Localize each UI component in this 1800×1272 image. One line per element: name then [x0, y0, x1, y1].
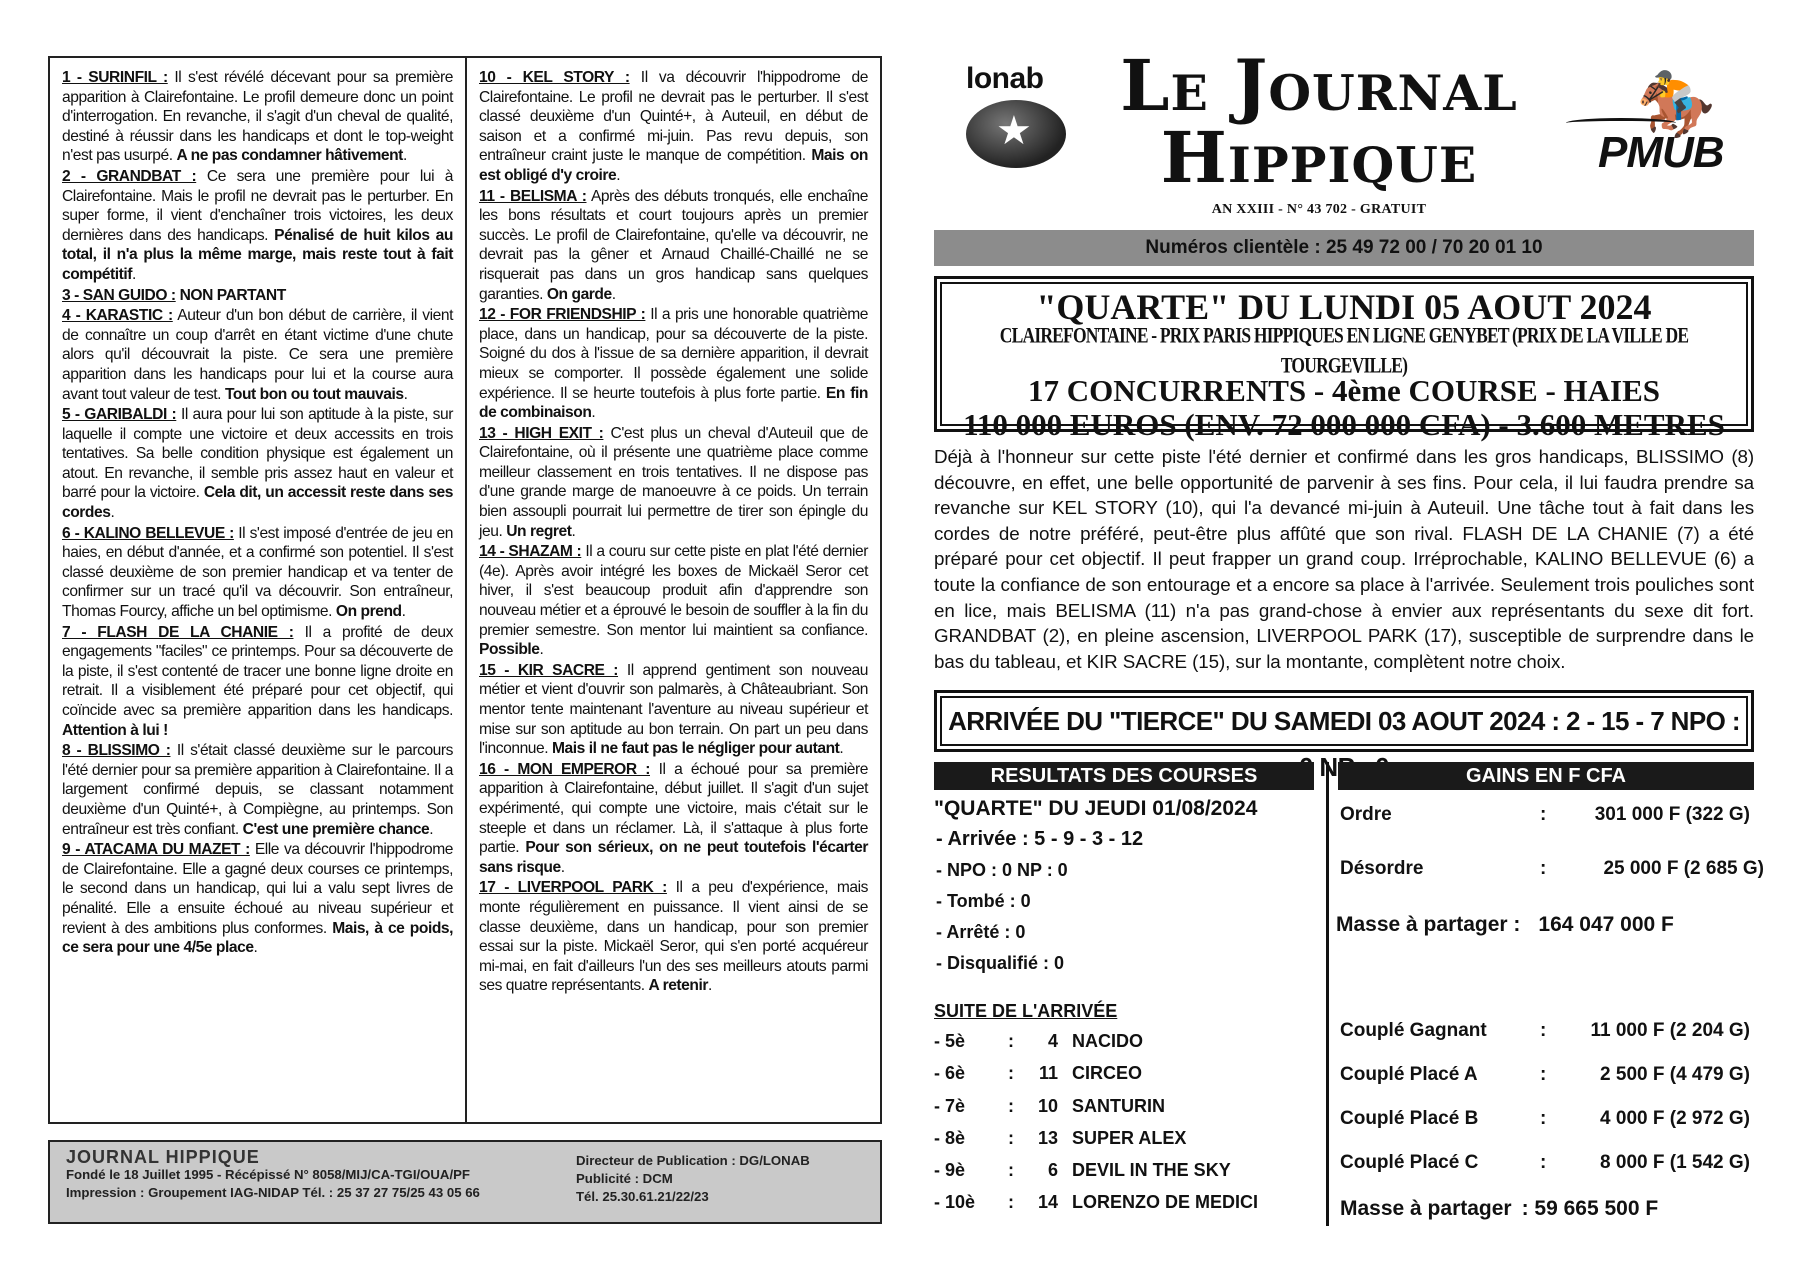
- lonab-logo: [962, 62, 1072, 172]
- horse-verdict: A retenir: [648, 977, 708, 995]
- suite-number: 6: [1047, 1160, 1058, 1181]
- horse-name: 10 - KEL STORY :: [479, 69, 630, 86]
- horse-verdict: En fin de combinaison: [479, 384, 869, 422]
- horse-comments-box: [48, 56, 882, 1124]
- quarte-prize-distance: 110 000 EUROS (ENV. 72 000 000 CFA) - 3.600 METRES: [963, 407, 1725, 442]
- suite-row: [934, 1186, 1319, 1218]
- suite-list: [934, 1025, 1319, 1219]
- horse-verdict: Pénalisé de huit kilos au total, il n'a plus la même marge, mais reste tout à fait compétitif: [62, 226, 453, 283]
- column-divider: [1326, 762, 1329, 1226]
- horse-name: 8 - BLISSIMO :: [62, 742, 171, 760]
- horse-verdict: NON PARTANT: [179, 286, 286, 304]
- gain-row-couple-gagnant: [1340, 1016, 1760, 1046]
- horse-text: Il a échoué pour sa première apparition à Clairefontaine, début juillet. Il s'agit d'un sujet expérimenté, qui compte une victoire, mais c'était sur le steeple et dans un réclamer. Là, il s'attaque à plus forte partie.: [479, 760, 868, 857]
- suite-horse-name: CIRCEO: [1072, 1063, 1143, 1084]
- horse-comment: [479, 305, 868, 423]
- gain-value: 2 500 F (4 479 G): [1600, 1064, 1750, 1085]
- horse-punct: .: [402, 147, 407, 165]
- swoosh-icon: [1566, 118, 1676, 128]
- gain-colon: :: [1540, 1020, 1547, 1041]
- footer-title: JOURNAL HIPPIQUE: [66, 1147, 260, 1167]
- suite-colon: :: [1008, 1095, 1014, 1116]
- results-title: "QUARTE" DU JEUDI 01/08/2024: [934, 797, 1258, 820]
- suite-row: [934, 1090, 1319, 1122]
- suite-colon: :: [1008, 1160, 1014, 1181]
- horse-verdict: Un regret: [506, 522, 572, 540]
- edition-info: AN XXIII - N° 43 702 - GRATUIT: [1211, 202, 1427, 217]
- horse-text: Il a profité de deux engagements "faciles" ce printemps. Pour sa découverte de la piste, il s'est contenté de tracer une bonne ligne droite en retrait. Il a visiblement été préparé pour cet objectif, qui coïncide avec sa première apparition dans les handicaps.: [62, 623, 453, 719]
- results-line: - Disqualifié : 0: [936, 953, 1065, 973]
- gains-header: GAINS EN F CFA: [1338, 762, 1754, 790]
- horse-punct: .: [839, 740, 844, 758]
- horse-comment: [62, 68, 453, 166]
- masse-label: Masse à partager: [1340, 1197, 1512, 1220]
- results-line: - Arrêté : 0: [936, 922, 1026, 942]
- suite-horse-name: DEVIL IN THE SKY: [1072, 1160, 1231, 1181]
- gain-label: Couplé Placé C: [1340, 1152, 1479, 1173]
- horse-name: 14 - SHAZAM :: [479, 543, 582, 561]
- gain-row-couple-place-a: [1340, 1060, 1760, 1090]
- horse-verdict: Possible: [479, 641, 540, 659]
- masthead-line-2: Hippique: [1160, 116, 1478, 199]
- footer-right: [576, 1152, 810, 1206]
- results-line: - Arrivée : 5 - 9 - 3 - 12: [936, 828, 1144, 850]
- horse-comment: [62, 741, 453, 839]
- horse-verdict: C'est une première chance: [242, 820, 430, 838]
- publication-footer: [48, 1140, 882, 1224]
- gain-row-desordre: [1340, 854, 1764, 884]
- horse-comment: [479, 760, 868, 878]
- horse-verdict: Mais on est obligé d'y croire: [479, 147, 868, 184]
- horse-verdict: On garde: [546, 285, 612, 303]
- suite-row: [934, 1025, 1319, 1057]
- horse-comment: [62, 286, 453, 306]
- horse-verdict: Tout bon ou tout mauvais: [224, 385, 404, 403]
- horse-name: 11 - BELISMA :: [479, 187, 587, 205]
- horse-verdict: A ne pas condamner hâtivement: [176, 147, 403, 165]
- quarte-race-info: 17 CONCURRENTS - 4ème COURSE - HAIES: [1027, 373, 1661, 408]
- horse-name: 17 - LIVERPOOL PARK :: [479, 879, 667, 897]
- horse-verdict: Pour son sérieux, on ne peut toutefois l'écarter sans risque: [479, 839, 868, 876]
- suite-colon: :: [1008, 1063, 1014, 1084]
- gain-value: 4 000 F (2 972 G): [1600, 1108, 1750, 1129]
- suite-number: 4: [1047, 1031, 1058, 1051]
- gain-row-couple-place-c: [1340, 1148, 1760, 1178]
- quarte-title: "QUARTE" DU LUNDI 05 AOUT 2024: [1036, 287, 1652, 327]
- gain-value: 25 000 F (2 685 G): [1603, 858, 1764, 879]
- horse-verdict: On prend: [335, 603, 402, 621]
- horse-name: 15 - KIR SACRE :: [479, 661, 619, 679]
- comments-column-left: [50, 58, 465, 1122]
- horse-comment: [479, 68, 868, 186]
- gain-colon: :: [1540, 858, 1547, 879]
- horse-verdict: Attention à lui !: [62, 721, 168, 739]
- horse-text: Il a couru sur cette piste en plat l'été dernier (4e). Après avoir intégré les boxes de Mickaël Seror cet hiver, il s'est beaucoup produit afin d'apprendre son nouveau métier et a éprouvé le besoin de souffler à la fin du premier semestre. Son mentor lui maintient sa confiance.: [479, 543, 868, 639]
- horse-name: 7 - FLASH DE LA CHANIE :: [62, 623, 294, 641]
- masthead-title: [1094, 44, 1544, 199]
- quarte-race-name: CLAIREFONTAINE - PRIX PARIS HIPPIQUES EN LIGNE GENYBET (PRIX DE LA VILLE DE TOURGEVILLE): [999, 322, 1689, 378]
- footer-printing: Impression : Groupement IAG-NIDAP Tél. : 25 37 27 75/25 43 05 66: [66, 1185, 480, 1200]
- gain-colon: :: [1540, 1064, 1547, 1085]
- results-column: [934, 794, 1319, 1219]
- gain-row-couple-place-b: [1340, 1104, 1760, 1134]
- star-icon: ★: [996, 109, 1032, 153]
- suite-rank: - 10è: [934, 1192, 976, 1213]
- suite-colon: :: [1008, 1127, 1014, 1148]
- suite-horse-name: SUPER ALEX: [1072, 1127, 1187, 1148]
- horse-comment: [479, 661, 868, 759]
- horse-name: 1 - SURINFIL :: [62, 69, 168, 86]
- masse-value: 164 047 000 F: [1538, 913, 1674, 936]
- horse-text: Il va découvrir l'hippodrome de Clairefontaine. Le profil ne devrait pas le perturber. Il s'est classé deuxième d'un Quinté+, à Auteuil, en début de saison et a confirmé mi-juin. Pas revu depuis, son entraîneur craint juste le manque de compétition.: [479, 69, 868, 165]
- horse-text: Il s'est révélé décevant pour sa première apparition à Clairefontaine. Le profil demeure donc un point d'interrogation. En revanche, il s'agit d'un cheval de qualité, destiné à réussir dans les handicaps et dont le top-weight n'est pas usurpé.: [62, 69, 453, 165]
- pronostic-text: Déjà à l'honneur sur cette piste l'été dernier et confirmé dans les gros handicaps, BLISSIMO (8) découvre, en effet, une belle opportunité de parvenir à ses fins. Pour cela, il lui faudra prendre sa revanche sur KEL STORY (10), qui l'a devancé mi-juin à Auteuil. Une tâche tout à fait dans les cordes de notre préféré, peut-être plus affûté que son rival. FLASH DE LA CHANIE (7) a été préparé pour cet objectif. Il peut frapper un grand coup. Irréprochable, KALINO BELLEVUE (6) a toute la confiance de son entourage et a encore sa place à l'arrivée. Seulement trois pouliches sont en lice, mais BELISMA (11) n'a pas grand-chose à envier aux représentants du sexe dit fort. GRANDBAT (2), en pleine ascension, LIVERPOOL PARK (17), susceptible de surprendre dans le bas du tableau, et KIR SACRE (15), sur la montante, complètent notre choix.: [934, 446, 1754, 672]
- horse-text: Il a pris une honorable quatrième place, dans un handicap, pour sa découverte de la piste. Soigné du dos à l'issue de sa dernière apparition, il devrait mieux se comporter. Il possède également une solide expérience. Il se heurte toutefois à plus forte partie.: [479, 306, 868, 402]
- horse-punct: .: [429, 820, 434, 838]
- suite-colon: :: [1008, 1031, 1014, 1051]
- footer-phone: Tél. 25.30.61.21/22/23: [576, 1189, 709, 1204]
- horse-jockey-icon: 🏇: [1636, 68, 1716, 140]
- horse-text: Il aura pour lui son aptitude à la piste, sur laquelle il compte une victoire et deux accessits en trois tentatives. Sa belle condition physique est également un atout. En revanche, il semble pris assez haut en valeur et barré pour la victoire.: [62, 406, 453, 502]
- masse-label: Masse à partager :: [1336, 913, 1521, 936]
- horse-text: Ce sera une première pour lui à Clairefontaine. Mais le profil ne devrait pas le perturber. En super forme, il vient d'enchaîner trois victoires, les deux dernières dans des handicaps.: [62, 167, 453, 244]
- footer-left: [66, 1148, 480, 1202]
- masse-partager-1: [1336, 910, 1674, 940]
- masthead-line-1: Le Journal: [1120, 44, 1518, 127]
- horse-comment: [479, 878, 868, 996]
- gain-colon: :: [1540, 1108, 1547, 1129]
- results-line: - NPO : 0 NP : 0: [936, 860, 1068, 880]
- suite-rank: - 7è: [934, 1095, 966, 1116]
- suite-number: 10: [1037, 1095, 1058, 1116]
- horse-name: 2 - GRANDBAT :: [62, 167, 197, 185]
- horse-name: 6 - KALINO BELLEVUE :: [62, 524, 234, 542]
- horse-comment: [62, 840, 453, 958]
- horse-comment: [479, 187, 868, 305]
- masse-partager-2: [1340, 1194, 1658, 1224]
- suite-number: 14: [1037, 1192, 1058, 1213]
- suite-number: 11: [1038, 1063, 1058, 1084]
- horse-text: Il a peu d'expérience, mais monte régulièrement en puissance. Il vient ainsi de se classe deuxième, dans un handicap, pour son premier essai sur la piste. Mickaël Seror, qui s'en porté acquéreur mi-mai, en fait d'ailleurs l'un des ses meilleurs atouts parmi ses quatre représentants.: [479, 879, 868, 995]
- gain-value: 301 000 F (322 G): [1594, 804, 1750, 825]
- horse-name: 4 - KARASTIC :: [62, 307, 173, 325]
- gain-label: Couplé Placé A: [1340, 1064, 1478, 1085]
- horse-name: 5 - GARIBALDI :: [62, 406, 177, 424]
- horse-punct: .: [253, 939, 258, 957]
- horse-comment: [62, 306, 453, 404]
- horse-punct: .: [132, 265, 136, 283]
- footer-founded: Fondé le 18 Juillet 1995 - Récépissé N° 8058/MIJ/CA-TGI/OUA/PF: [66, 1167, 470, 1182]
- footer-director: Directeur de Publication : DG/LONAB: [576, 1153, 810, 1168]
- quarte-announcement: [934, 276, 1754, 442]
- horse-name: 13 - HIGH EXIT :: [479, 424, 604, 442]
- tierce-arrival-text: ARRIVÉE DU "TIERCE" DU SAMEDI 03 AOUT 2024 : 2 - 15 - 7 NPO : NP: [940, 696, 1748, 746]
- results-header: RESULTATS DES COURSES: [934, 762, 1314, 790]
- horse-comment: [62, 623, 453, 741]
- horse-punct: .: [616, 166, 621, 184]
- comments-column-right: [465, 58, 880, 1122]
- horse-name: 3 - SAN GUIDO :: [62, 286, 176, 304]
- suite-row: [934, 1057, 1319, 1089]
- horse-text: Auteur d'un bon début de carrière, il vient de connaître un coup d'arrêt en étant victime d'une chute alors qu'il découvrait la piste. Ce sera une première apparition dans les handicaps pour lui et la course aura avant tout valeur de test.: [62, 307, 453, 403]
- horse-punct: .: [560, 858, 565, 876]
- results-line: - Tombé : 0: [936, 891, 1031, 911]
- horse-punct: .: [401, 603, 406, 621]
- gain-row-ordre: [1340, 800, 1760, 830]
- horse-comment: [62, 167, 453, 285]
- horse-punct: .: [403, 385, 408, 403]
- gain-label: Désordre: [1340, 858, 1424, 879]
- gain-label: Couplé Placé B: [1340, 1108, 1479, 1129]
- suite-rank: - 6è: [934, 1063, 966, 1084]
- horse-text: Il s'était classé deuxième sur le parcours l'été dernier pour sa première apparition à Clairefontaine. Il a largement confirmé depuis, se classant notamment deuxième d'un Quinté+, à Compiègne, au printemps. Son entraîneur est très confiant.: [62, 742, 453, 838]
- horse-verdict: Mais, à ce poids, ce sera pour une 4/5e place: [62, 919, 454, 957]
- horse-punct: .: [571, 522, 576, 540]
- horse-punct: .: [539, 641, 544, 659]
- horse-text: C'est plus un cheval d'Auteuil que de Clairefontaine, où il présente une quatrième place comme meilleur classement en trois tentatives. Il ne dispose pas d'une grande marge de manoeuvre à ce poids. Un terrain bien assoupli pourrait lui permettre de tirer son épingle du jeu.: [479, 424, 868, 540]
- masse-value: : 59 665 500 F: [1521, 1197, 1659, 1220]
- horse-text: Il apprend gentiment son nouveau métier et vient d'ouvrir son palmarès, à Châteaubriant. Son mentor tente maintenant l'aventure au niveau supérieur et mise sur son aptitude au bon terrain. On part un peu dans l'inconnue.: [479, 661, 868, 758]
- suite-horse-name: NACIDO: [1072, 1031, 1143, 1051]
- horse-name: 9 - ATACAMA DU MAZET :: [62, 841, 250, 859]
- pmub-logo-text: PMUB: [1598, 128, 1724, 177]
- horse-punct: .: [591, 404, 596, 422]
- horse-comment: [62, 405, 453, 523]
- lonab-logo-text: lonab: [966, 62, 1044, 95]
- horse-verdict: Mais il ne faut pas le négliger pour autant: [552, 740, 840, 758]
- horse-text: Après des débuts tronqués, elle enchaîne les bons résultats et court toujours après un premier succès. Le profil de Clairefontaine, qu'elle va découvrir, ne devrait pas la gêner et Arnaud Chaillé-Chaillé ne se risquerait pas dans un gros handicap sans quelques garanties.: [479, 187, 868, 303]
- horse-punct: .: [110, 504, 115, 522]
- gain-label: Ordre: [1340, 804, 1392, 825]
- horse-text: Elle va découvrir l'hippodrome de Clairefontaine. Elle a gagné deux courses ce printemps, le second dans un handicap, qui lui a valu sept livres de pénalité. Elle a ensuite échoué au niveau supérieur et revient à des ambitions plus conformes.: [62, 841, 453, 937]
- suite-rank: - 5è: [934, 1031, 966, 1051]
- gain-colon: :: [1540, 804, 1547, 825]
- gain-label: Couplé Gagnant: [1340, 1020, 1487, 1041]
- pmub-logo: [1566, 68, 1746, 182]
- horse-verdict: Cela dit, un accessit reste dans ses cordes: [62, 484, 454, 522]
- suite-rank: - 9è: [934, 1160, 966, 1181]
- horse-text: Il s'est imposé d'entrée de jeu en haies, en début d'année, et a confirmé son potentiel. Il s'est classé deuxième de son premier handicap et va tenter de confirmer sur un tracé qu'il va découvrir. Son entraîneur, Thomas Fourcy, affiche un bel optimisme.: [62, 524, 453, 621]
- suite-title: SUITE DE L'ARRIVÉE: [934, 1001, 1118, 1021]
- horse-comment: [479, 542, 868, 660]
- horse-punct: .: [707, 977, 712, 995]
- horse-name: 16 - MON EMPEROR :: [479, 760, 650, 778]
- gain-colon: :: [1540, 1152, 1547, 1173]
- horse-punct: .: [611, 285, 616, 303]
- suite-horse-name: SANTURIN: [1072, 1095, 1165, 1116]
- suite-row: [934, 1122, 1319, 1154]
- suite-rank: - 8è: [934, 1127, 966, 1148]
- suite-colon: :: [1008, 1192, 1014, 1213]
- suite-row: [934, 1154, 1319, 1186]
- suite-number: 13: [1037, 1127, 1058, 1148]
- gain-value: 11 000 F (2 204 G): [1590, 1020, 1750, 1041]
- footer-publicity: Publicité : DCM: [576, 1171, 673, 1186]
- suite-horse-name: LORENZO DE MEDICI: [1072, 1192, 1259, 1213]
- horse-comment: [62, 524, 453, 622]
- horse-comment: [479, 424, 868, 542]
- gain-value: 8 000 F (1 542 G): [1600, 1152, 1750, 1173]
- horse-name: 12 - FOR FRIENDSHIP :: [479, 306, 646, 324]
- client-numbers-bar: Numéros clientèle : 25 49 72 00 / 70 20 01 10: [934, 230, 1754, 266]
